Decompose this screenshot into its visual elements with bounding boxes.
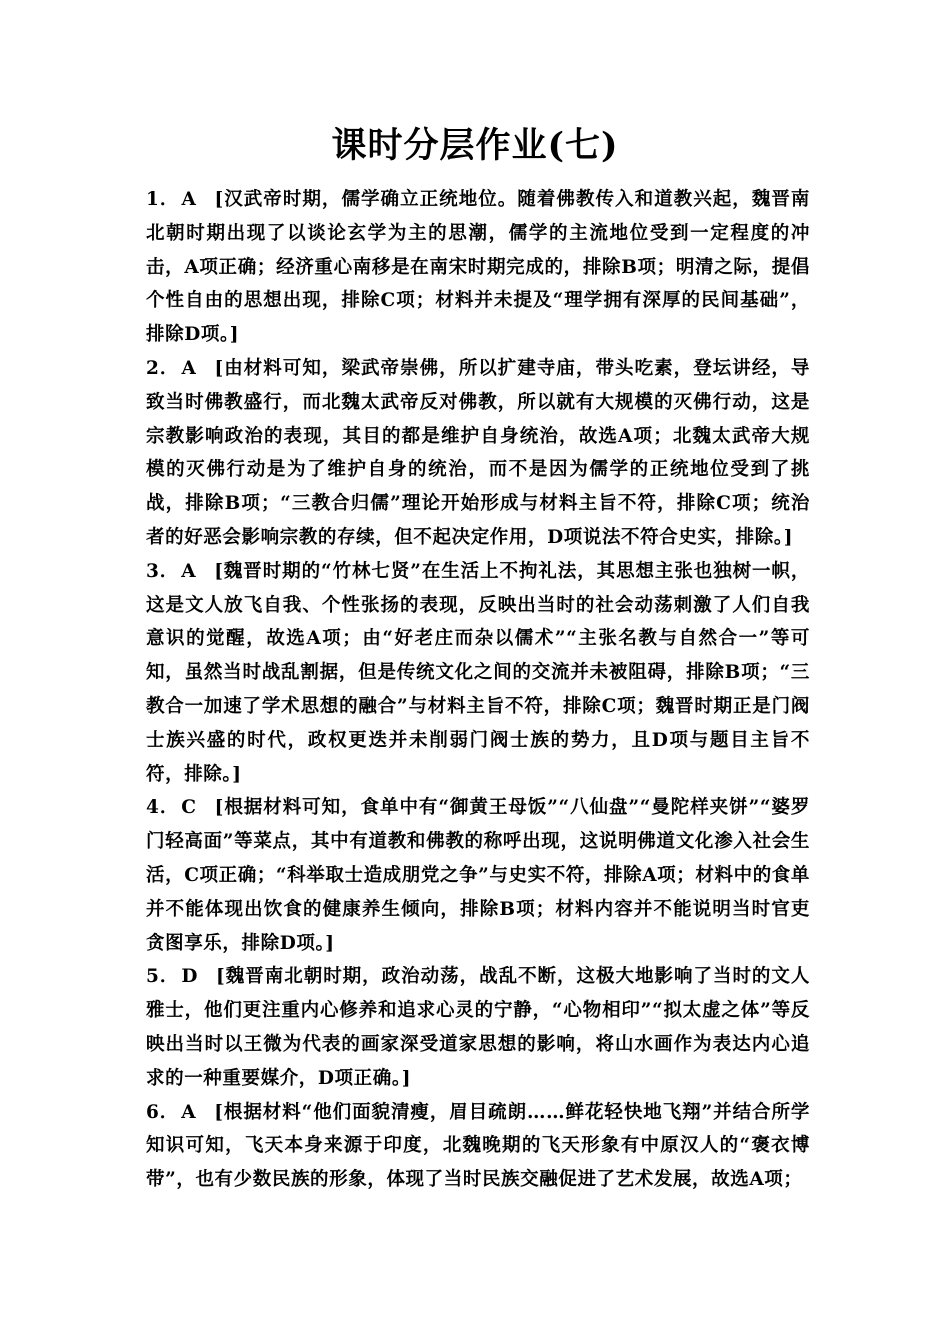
answer-explanation: [魏晋时期的“竹林七贤”在生活上不拘礼法，其思想主张也独树一帜，这是文人放飞自我、个性张扬的表现，反映出当时的社会动荡刺激了人们自我意识的觉醒，故选A项；由“好老庄而杂以儒术”“主张名教与自然合一”等可知，虽然当时战乱割据，但是传统文化之间的交流并未被阻碍，排除B项；“三教合一加速了学术思想的融合”与材料主旨不符，排除C项；魏晋时期正是门阀士族兴盛的时代，政权更迭并未削弱门阀士族的势力，且D项与题目主旨不符，排除。] <box>146 560 810 785</box>
answer-item-2 <box>146 352 810 555</box>
answer-number: 3． <box>146 560 180 582</box>
answer-explanation: [根据材料“他们面貌清瘦，眉目疏朗……鲜花轻快地飞翔”并结合所学知识可知，飞天本身来源于印度，北魏晚期的飞天形象有中原汉人的“褒衣博带”，也有少数民族的形象，体现了当时民族交融促进了艺术发展，故选A项； <box>146 1101 810 1191</box>
answer-item-4 <box>146 791 810 960</box>
answer-explanation: [根据材料可知，食单中有“御黄王母饭”“八仙盘”“曼陀样夹饼”“婆罗门轻高面”等菜点，其中有道教和佛教的称呼出现，这说明佛道文化渗入社会生活，C项正确；“科举取士造成朋党之争”与史实不符，排除A项；材料中的食单并不能体现出饮食的健康养生倾向，排除B项；材料内容并不能说明当时官吏贪图享乐，排除D项。] <box>146 797 810 954</box>
page-title: 课时分层作业(七) <box>331 125 619 166</box>
answer-choice: A <box>181 560 197 582</box>
answer-item-1 <box>146 183 810 352</box>
answer-number: 6． <box>146 1101 180 1123</box>
answer-choice: A <box>181 357 197 379</box>
answer-item-5 <box>146 960 810 1095</box>
answer-item-3 <box>146 555 810 792</box>
answer-explanation: [由材料可知，梁武帝崇佛，所以扩建寺庙，带头吃素，登坛讲经，导致当时佛教盛行，而北魏太武帝反对佛教，所以就有大规模的灭佛行动，这是宗教影响政治的表现，其目的都是维护自身统治，故选A项；北魏太武帝大规模的灭佛行动是为了维护自身的统治，而不是因为儒学的正统地位受到了挑战，排除B项；“三教合归儒”理论开始形成与材料主旨不符，排除C项；统治者的好恶会影响宗教的存续，但不起决定作用，D项说法不符合史实，排除。] <box>146 357 811 548</box>
answer-explanation: [汉武帝时期，儒学确立正统地位。随着佛教传入和道教兴起，魏晋南北朝时期出现了以谈论玄学为主的思潮，儒学的主流地位受到一定程度的冲击，A项正确；经济重心南移是在南宋时期完成的，排除B项；明清之际，提倡个性自由的思想出现，排除C项；材料并未提及“理学拥有深厚的民间基础”，排除D项。] <box>146 189 811 346</box>
answer-choice: A <box>181 189 197 210</box>
answer-number: 1． <box>146 189 180 210</box>
answer-number: 4． <box>146 797 180 819</box>
answer-number: 2． <box>146 357 180 379</box>
answer-choice: C <box>181 797 197 819</box>
answer-item-6 <box>146 1096 810 1197</box>
answer-number: 5． <box>146 966 180 988</box>
answer-choice: D <box>181 966 199 988</box>
answer-explanation: [魏晋南北朝时期，政治动荡，战乱不断，这极大地影响了当时的文人雅士，他们更注重内心修养和追求心灵的宁静，“心物相印”“拟太虚之体”等反映出当时以王微为代表的画家深受道家思想的影响，将山水画作为表达内心追求的一种重要媒介，D项正确。] <box>146 966 811 1089</box>
answer-choice: A <box>181 1101 197 1123</box>
answer-list <box>146 183 810 1197</box>
